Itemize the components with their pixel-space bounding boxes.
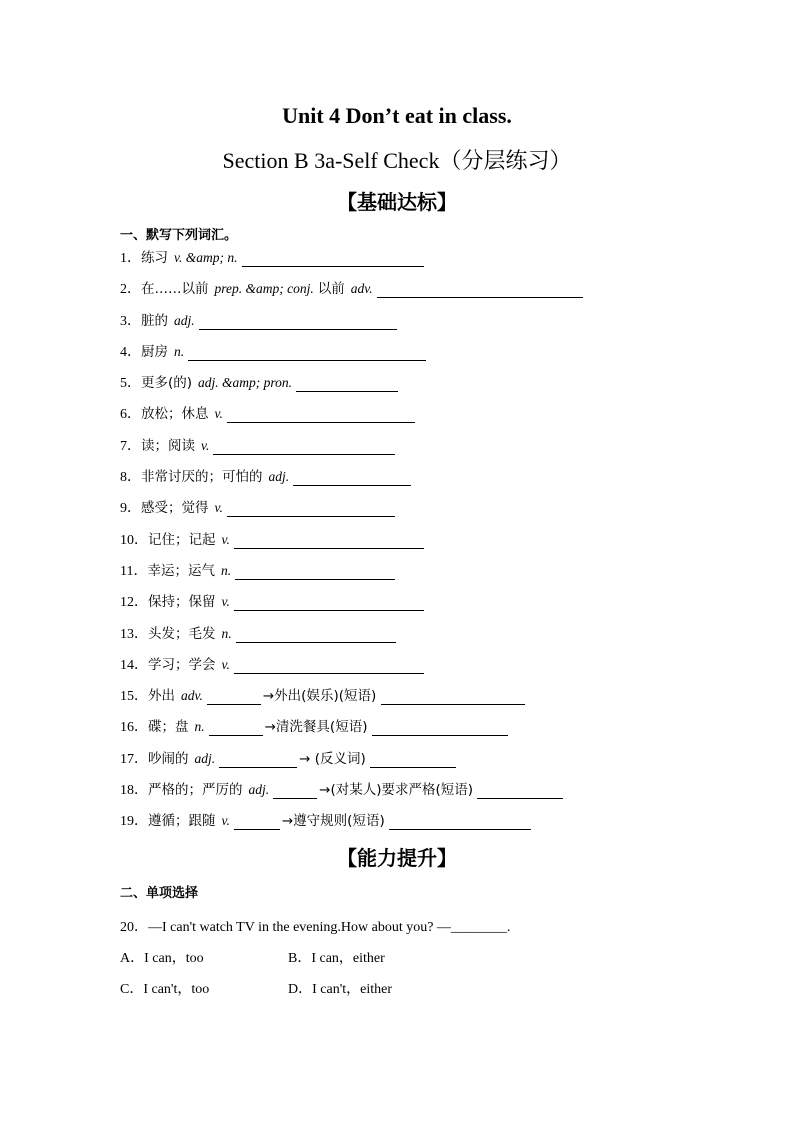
option-b[interactable]: B．I can，either xyxy=(288,951,385,966)
option-d[interactable]: D．I can't，either xyxy=(288,982,392,997)
vocab-item: 6．放松；休息 v. xyxy=(120,406,720,437)
vocab-item: 16．碟；盘 n. →清洗餐具(短语) xyxy=(120,719,720,750)
vocab-item: 9．感受；觉得 v. xyxy=(120,500,720,531)
answer-blank[interactable] xyxy=(235,565,395,580)
vocab-item: 7．读；阅读 v. xyxy=(120,438,720,469)
answer-blank[interactable] xyxy=(234,815,280,830)
answer-blank[interactable] xyxy=(389,815,531,830)
answer-blank[interactable] xyxy=(234,659,424,674)
vocab-item: 17．吵闹的 adj. → (反义词) xyxy=(120,751,720,782)
answer-blank[interactable] xyxy=(236,628,396,643)
answer-blank[interactable] xyxy=(199,315,397,330)
vocab-item: 4．厨房 n. xyxy=(120,344,720,375)
answer-blank[interactable] xyxy=(213,440,395,455)
option-a[interactable]: A．I can，too xyxy=(120,951,204,966)
option-c[interactable]: C．I can't，too xyxy=(120,982,210,997)
answer-blank[interactable] xyxy=(188,346,426,361)
vocab-item: 5．更多(的) adj. &amp; pron. xyxy=(120,375,720,406)
answer-blank[interactable] xyxy=(227,408,415,423)
answer-blank[interactable] xyxy=(477,784,563,799)
vocab-item: 1．练习 v. &amp; n. xyxy=(120,250,720,281)
answer-blank[interactable] xyxy=(377,283,583,298)
vocab-item: 15．外出 adv. →外出(娱乐)(短语) xyxy=(120,688,720,719)
answer-blank[interactable] xyxy=(273,784,317,799)
answer-blank[interactable] xyxy=(372,721,508,736)
answer-blank[interactable] xyxy=(209,721,263,736)
answer-blank[interactable] xyxy=(234,596,424,611)
vocab-item: 19．遵循；跟随 v. →遵守规则(短语) xyxy=(120,813,720,844)
vocab-item: 8．非常讨厌的；可怕的 adj. xyxy=(120,469,720,500)
basic-heading: 【基础达标】 xyxy=(337,190,457,214)
vocab-item: 11．幸运；运气 n. xyxy=(120,563,720,594)
part2-heading: 二、单项选择 xyxy=(120,886,199,901)
answer-blank[interactable] xyxy=(234,534,424,549)
vocab-item: 14．学习；学会 v. xyxy=(120,657,720,688)
question-20-stem: 20．—I can't watch TV in the evening.How about you? —________. xyxy=(120,920,511,935)
vocab-item: 18．严格的；严厉的 adj. →(对某人)要求严格(短语) xyxy=(120,782,720,813)
answer-blank[interactable] xyxy=(293,471,411,486)
vocab-item: 2．在……以前 prep. &amp; conj. 以前 adv. xyxy=(120,281,720,312)
vocab-list xyxy=(120,250,720,845)
part1-heading: 一、默写下列词汇。 xyxy=(120,228,238,243)
answer-blank[interactable] xyxy=(219,753,297,768)
vocab-item: 3．脏的 adj. xyxy=(120,313,720,344)
answer-blank[interactable] xyxy=(381,690,525,705)
advanced-heading: 【能力提升】 xyxy=(337,846,457,870)
section-title: Section B 3a-Self Check（分层练习） xyxy=(222,148,572,173)
answer-blank[interactable] xyxy=(296,377,398,392)
unit-title: Unit 4 Don’t eat in class. xyxy=(282,103,512,128)
answer-blank[interactable] xyxy=(227,502,395,517)
vocab-item: 13．头发；毛发 n. xyxy=(120,626,720,657)
vocab-item: 10．记住；记起 v. xyxy=(120,532,720,563)
answer-blank[interactable] xyxy=(242,252,424,267)
answer-blank[interactable] xyxy=(207,690,261,705)
answer-blank[interactable] xyxy=(370,753,456,768)
vocab-item: 12．保持；保留 v. xyxy=(120,594,720,625)
